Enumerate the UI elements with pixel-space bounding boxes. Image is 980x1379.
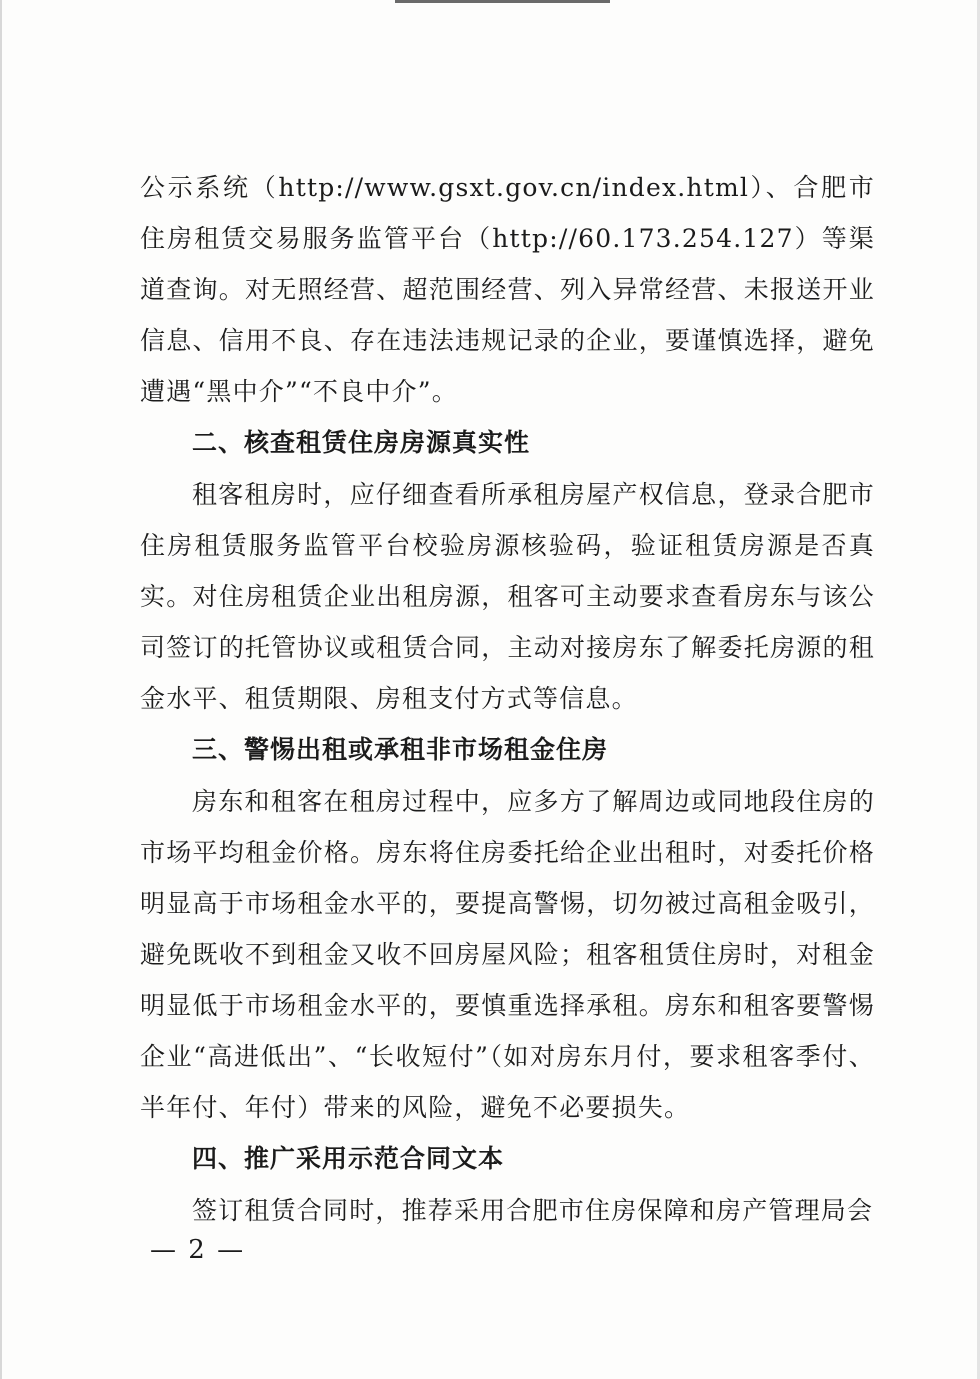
paragraph-model-contract: 签订租赁合同时，推荐采用合肥市住房保障和房产管理局会 xyxy=(192,1196,874,1225)
page-number: — 2 — xyxy=(150,1235,246,1265)
paragraph-query-channels: 公示系统（http://www.gsxt.gov.cn/index.html）、合肥市住房租赁交易服务监管平台（http://60.173.254.127）等渠道查询。对无照经营、超范围经营、列入异常经营、未报送开业信息、信用不良、存在违法违规记录的企业，要谨慎选择，避免遭遇“黑中介”“不良中介”。 xyxy=(140,173,875,406)
heading-non-market-rent: 三、警惕出租或承租非市场租金住房 xyxy=(192,735,609,764)
heading-verify-housing-source: 二、核查租赁住房房源真实性 xyxy=(192,428,531,457)
document-body xyxy=(140,162,875,1236)
scan-left-edge xyxy=(0,0,2,1379)
paragraph-non-market-rent: 房东和租客在租房过程中，应多方了解周边或同地段住房的市场平均租金价格。房东将住房委托给企业出租时，对委托价格明显高于市场租金水平的，要提高警惕，切勿被过高租金吸引，避免既收不到租金又收不回房屋风险；租客租赁住房时，对租金明显低于市场租金水平的，要慎重选择承租。房东和租客要警惕企业“高进低出”、“长收短付”（如对房东月付，要求租客季付、半年付、年付）带来的风险，避免不必要损失。 xyxy=(140,787,875,1122)
heading-model-contract: 四、推广采用示范合同文本 xyxy=(192,1144,505,1173)
paragraph-verify-housing-source: 租客租房时，应仔细查看所承租房屋产权信息，登录合肥市住房租赁服务监管平台校验房源核验码，验证租赁房源是否真实。对住房租赁企业出租房源，租客可主动要求查看房东与该公司签订的托管协议或租赁合同，主动对接房东了解委托房源的租金水平、租赁期限、房租支付方式等信息。 xyxy=(140,480,875,713)
top-rule-line xyxy=(395,0,610,3)
